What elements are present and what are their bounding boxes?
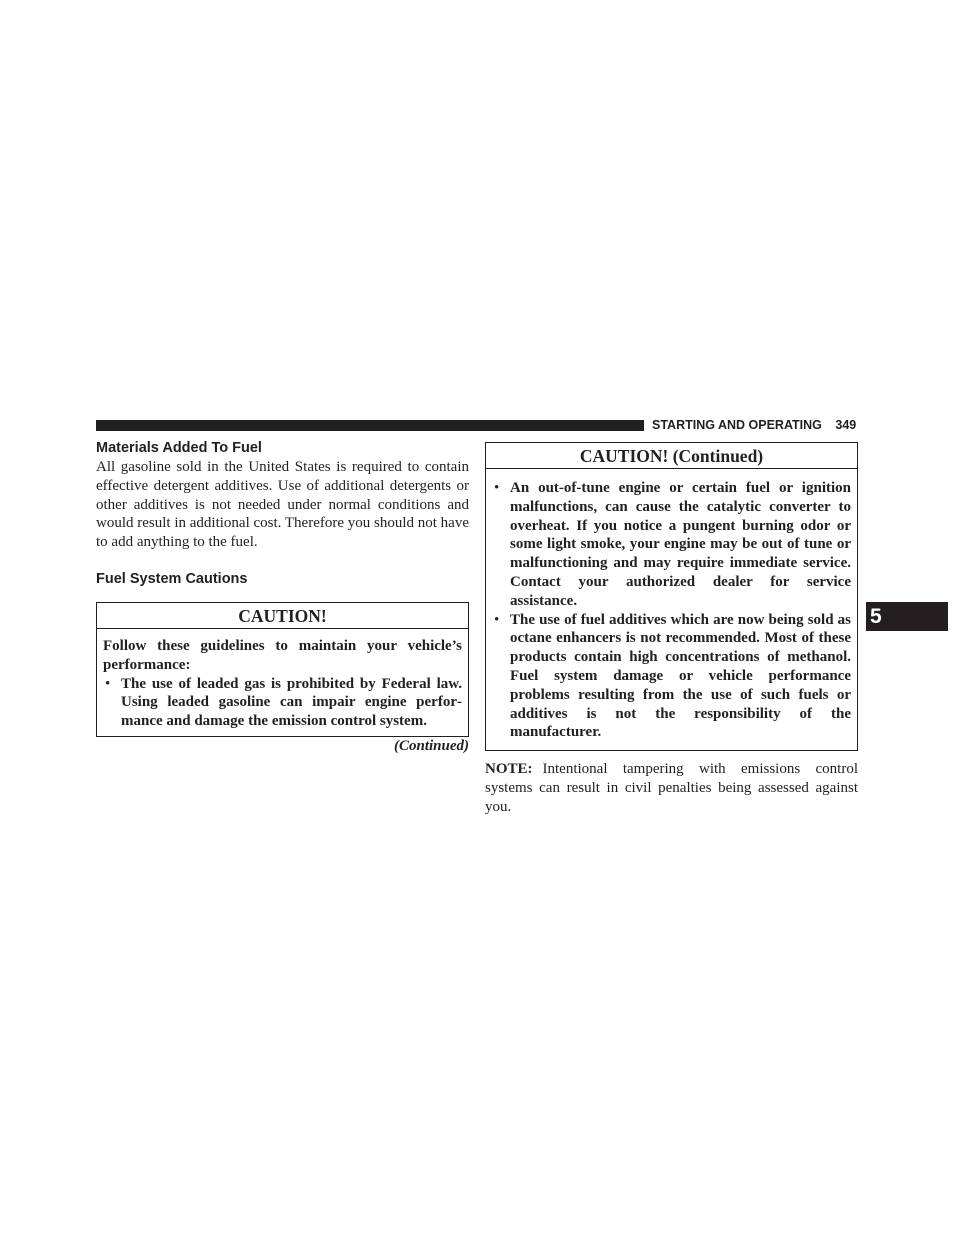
note-label: NOTE: bbox=[485, 761, 533, 778]
left-column bbox=[96, 438, 469, 755]
section-title: STARTING AND OPERATING bbox=[652, 418, 822, 432]
continued-label: (Continued) bbox=[393, 737, 469, 754]
caution-bullet-fuel-additives: • The use of fuel additives which are now being sold as octane enhancers is not recommended. Most of these products contain high concentrations of methanol. Fuel system damage or vehicle performance problems resulting from the use of such fuels or additives is not the responsibility of the manufacturer. bbox=[492, 611, 851, 743]
paragraph-materials-added: All gasoline sold in the United States is required to contain effective detergent additives. Use of additional detergents or other additives is not needed under normal conditions and would result in additional cost. Therefore you should not have to add anything to the fuel. bbox=[96, 459, 469, 551]
running-header bbox=[652, 418, 858, 432]
caution-continued-body bbox=[486, 469, 857, 750]
caution-body bbox=[97, 629, 468, 736]
caution-continued-list bbox=[492, 479, 851, 742]
caution-continued-title: CAUTION! (Continued) bbox=[486, 443, 857, 469]
right-column bbox=[485, 442, 858, 817]
caution-box bbox=[96, 602, 469, 737]
caution-list bbox=[103, 675, 462, 731]
note-text: Intentional tampering with emissions control systems can result in civil penalties being assessed against you. bbox=[485, 761, 858, 815]
caution-intro: Follow these guidelines to maintain your vehicle’s performance: bbox=[103, 637, 462, 673]
heading-fuel-system-cautions: Fuel System Cautions bbox=[96, 570, 248, 587]
caution-title: CAUTION! bbox=[97, 603, 468, 629]
heading-materials-added: Materials Added To Fuel bbox=[96, 440, 262, 456]
page-number: 349 bbox=[835, 418, 857, 432]
caution-continued-box bbox=[485, 442, 858, 751]
caution-bullet-leaded-gas: • The use of leaded gas is prohibited by Federal law. Using leaded gasoline can impair engine performance and damage the emission control system. bbox=[103, 675, 462, 731]
note-paragraph bbox=[485, 760, 858, 816]
header-rule bbox=[96, 420, 644, 431]
chapter-tab: 5 bbox=[866, 602, 948, 631]
caution-bullet-out-of-tune: • An out-of-tune engine or certain fuel or ignition malfunctions, can cause the catalytic converter to overheat. If you notice a pungent burning odor or some light smoke, your engine may be out of tune or malfunctioning and may require immediate service. Contact your authorized dealer for service assistance. bbox=[492, 479, 851, 611]
